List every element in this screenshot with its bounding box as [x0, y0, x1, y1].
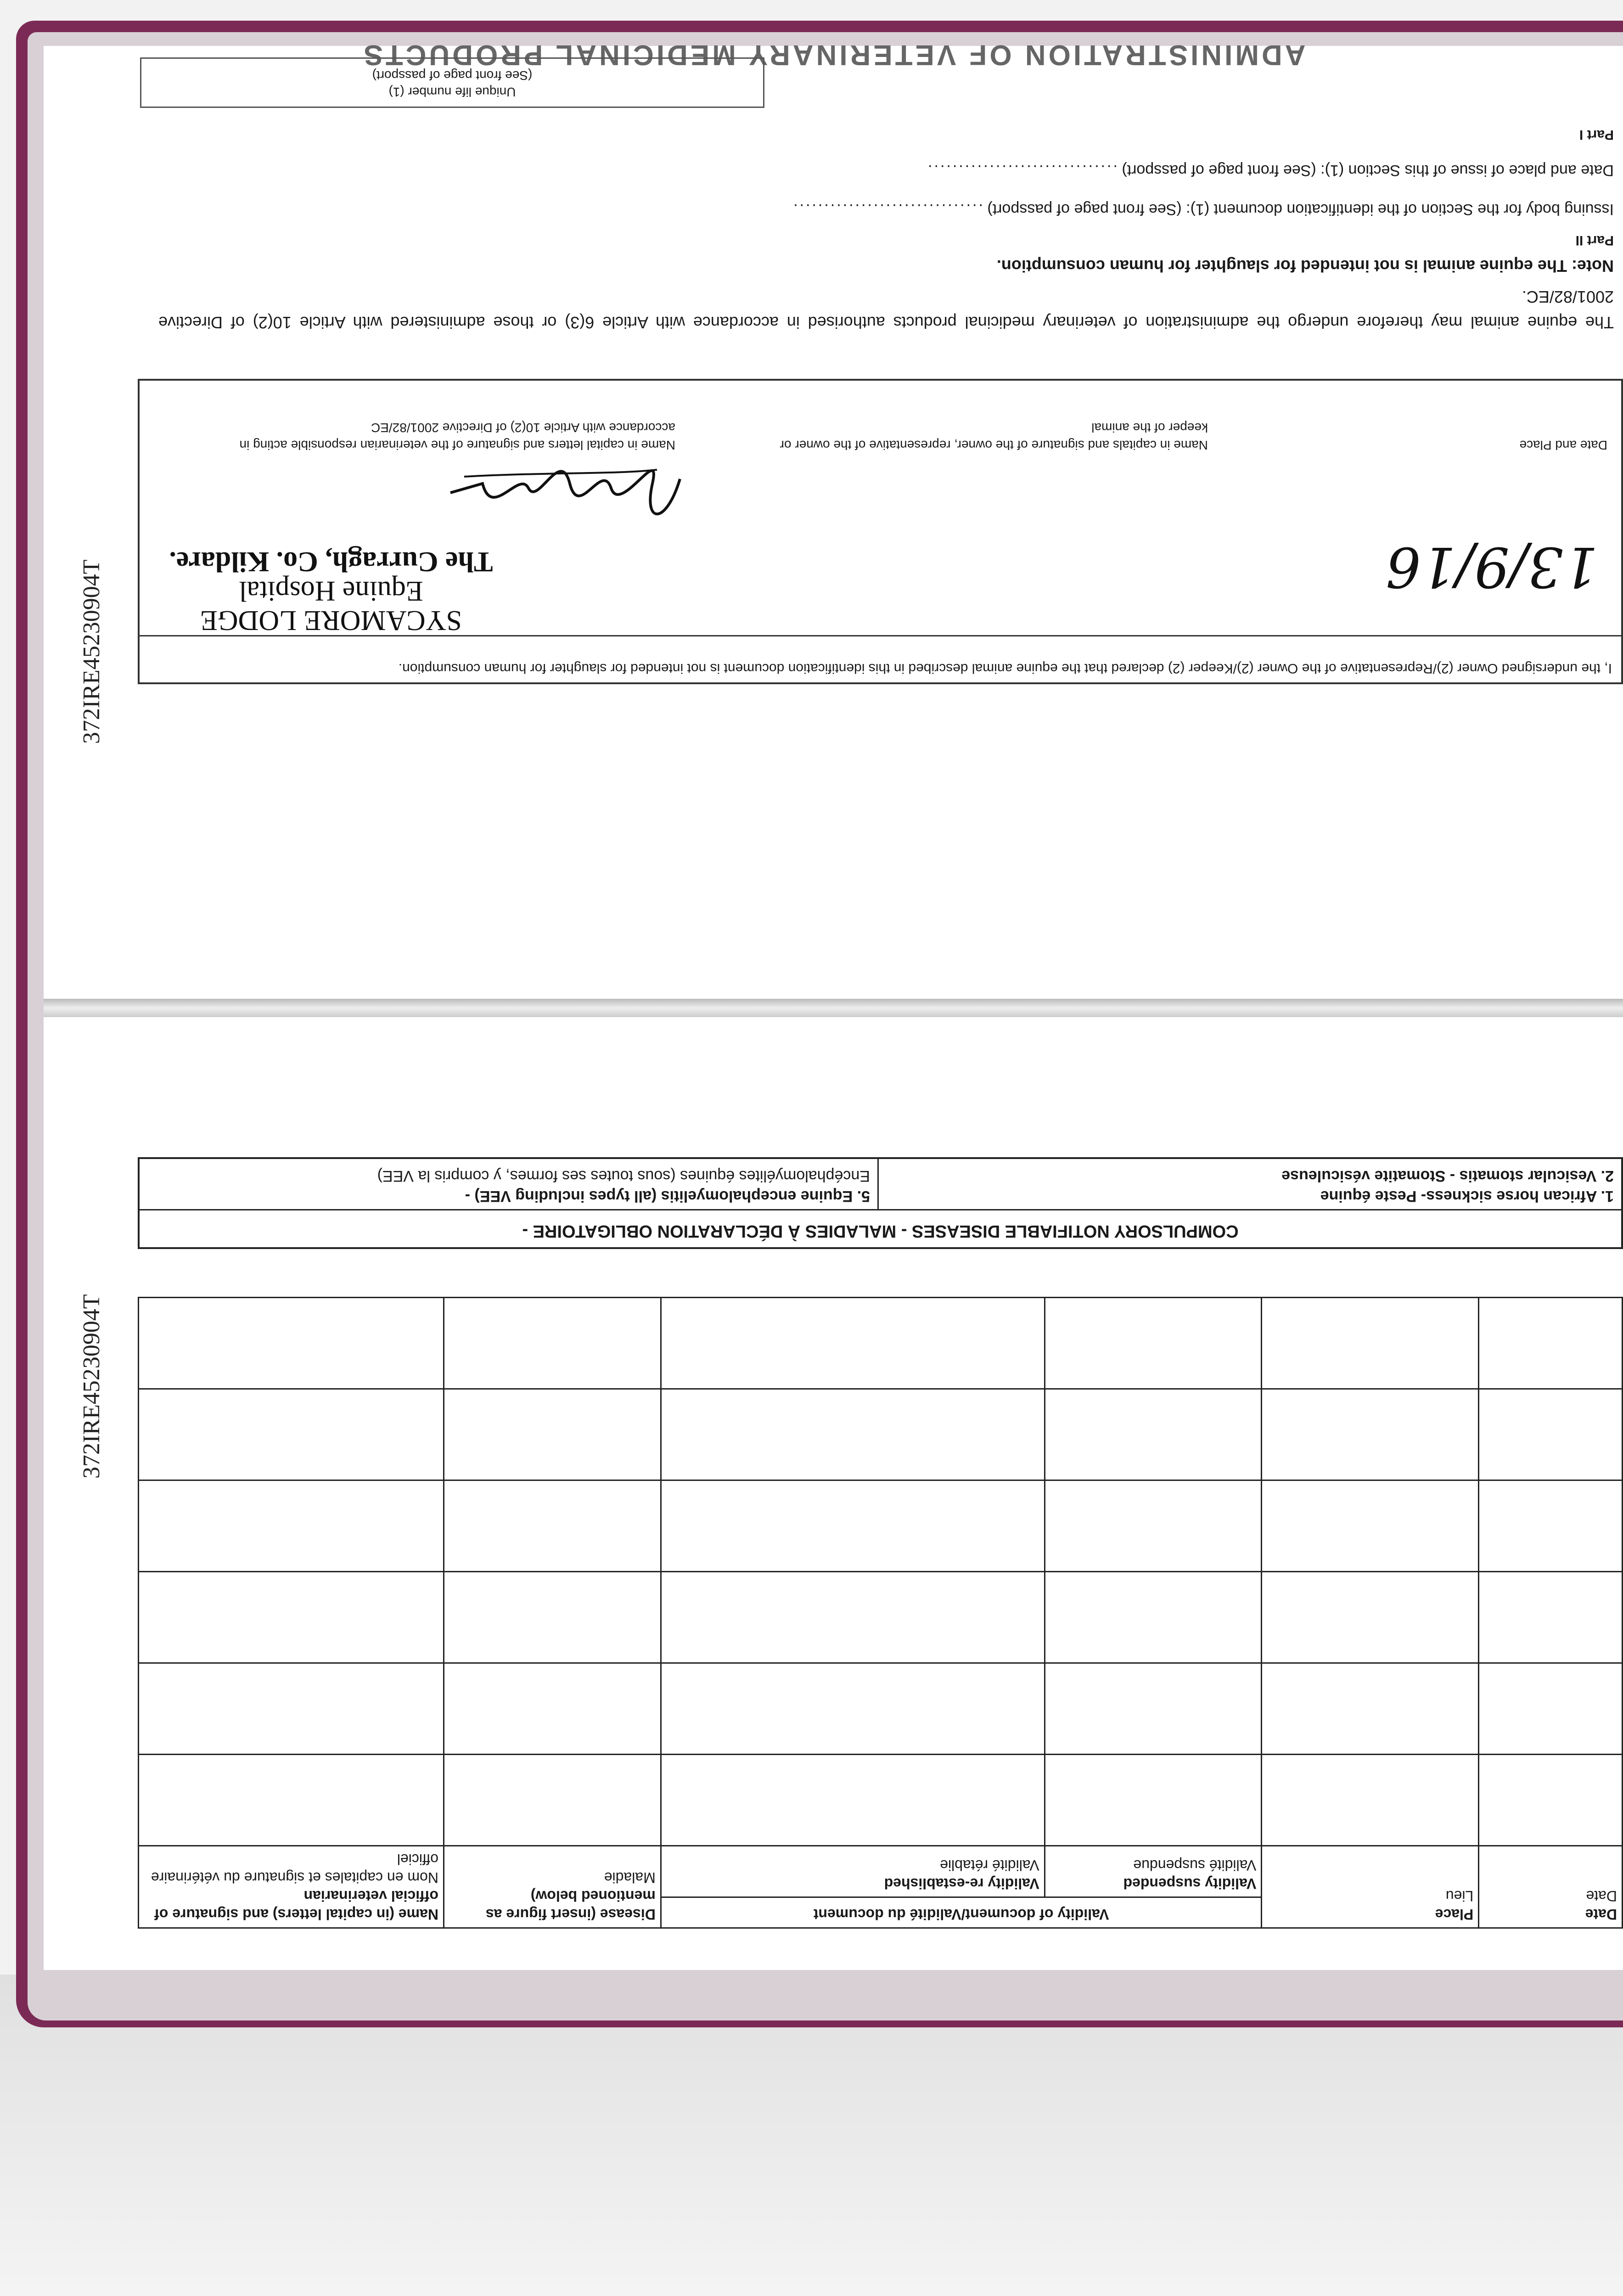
header-reestablished: Validity re-established Validité rétablie	[661, 1846, 1045, 1897]
header-validity-group: Validity of document/Validité du document	[661, 1897, 1262, 1928]
header-suspended: Validity suspended Validité suspendue	[1045, 1846, 1262, 1897]
serial-number-lower: 372IRE45230904T	[79, 1294, 105, 1479]
part1-line2	[792, 200, 1614, 218]
declaration-box	[138, 379, 1623, 684]
part2-label: Part II	[1575, 233, 1614, 248]
unique-life-number-see-front: (See front page of passport)	[372, 68, 533, 83]
caption-date-place: Date and Place	[1519, 438, 1607, 452]
part1-line2-dots: ...............................	[792, 201, 983, 218]
stamp-line2: Equine Hospital	[239, 575, 423, 607]
validity-header-row	[139, 1897, 1623, 1928]
note-label: Note:	[1572, 257, 1614, 276]
part1-line1	[926, 161, 1614, 179]
handwritten-date: 13/9/16	[1386, 535, 1598, 598]
caption-owner: Name in capitals and signature of the owner, representative of the owner or keeper of the animal	[780, 421, 1208, 452]
disease-item-5: 5. Equine encephalomyelitis (all types including VEE) -	[465, 1187, 870, 1205]
part1-line1-dots: ...............................	[926, 162, 1118, 179]
lower-page-content	[44, 1010, 1623, 1970]
section-title: ADMINISTRATION OF VETERINARY MEDICINAL PRODUCTS	[361, 39, 1306, 71]
diseases-left	[877, 1158, 1621, 1209]
diseases-right	[140, 1158, 877, 1209]
disease-item-5-fr: Encéphalomyélites équines (sous toutes ses formes, y compris la VEE)	[377, 1167, 870, 1185]
diseases-row	[140, 1158, 1621, 1210]
table-row	[139, 1480, 1623, 1572]
vet-signature-image	[446, 461, 685, 534]
part1-line2-text: Issuing body for the Section of the identification document (1): (See front page of passport)	[987, 201, 1614, 218]
table-row	[139, 1572, 1623, 1663]
paragraph: The equine animal may therefore undergo the administration of veterinary medicinal products authorised in accordance with Article 6(3) or those administered with Article 10(2) of Directive 2001/82/EC.	[158, 287, 1614, 332]
note	[997, 256, 1614, 276]
vet-stamp	[143, 547, 519, 635]
table-row	[139, 1298, 1623, 1389]
serial-number-upper: 372IRE45230904T	[79, 559, 105, 744]
unique-life-number-label: Unique life number (1)	[388, 85, 516, 99]
notifiable-diseases-box	[138, 1157, 1623, 1249]
table-row	[139, 1663, 1623, 1755]
upper-page-content	[44, 39, 1623, 1006]
header-disease: Disease (insert figure as mentioned below) Maladie	[444, 1846, 661, 1928]
stamp-line1: SYCAMORE LODGE	[200, 605, 462, 636]
validity-table	[138, 1297, 1623, 1929]
unique-life-number-box	[140, 57, 764, 108]
header-official-vet: Name (in capital letters) and signature of official veterinarian Nom en capitales et signature du vétérinaire officiel	[139, 1846, 444, 1928]
declaration-signature-area	[140, 376, 1621, 636]
declaration-text: I, the undersigned Owner (2)/Representative of the Owner (2)/Keeper (2) declared that the equine animal described in this identification document is not intended for slaughter for human consumption.	[398, 661, 1612, 676]
diseases-title: COMPULSORY NOTIFIABLE DISEASES - MALADIES À DÉCLARATION OBLIGATOIRE -	[522, 1221, 1239, 1241]
disease-item-2: 2. Vesicular stomatis - Stomatite vésiculeuse	[1281, 1167, 1614, 1185]
header-place: Place Lieu	[1262, 1846, 1479, 1928]
stamp-line3: The Curragh, Co. Kildare.	[169, 546, 493, 577]
table-row	[139, 1389, 1623, 1480]
note-text: The equine animal is not intended for slaughter for human consumption.	[996, 257, 1567, 276]
disease-item-1: 1. African horse sickness- Peste équine	[1320, 1187, 1614, 1205]
caption-vet: Name in capital letters and signature of the veterinarian responsible acting in accordance with Article 10(2) of Directive 2001/82/EC	[239, 421, 675, 452]
part1-label: Part I	[1579, 127, 1614, 142]
part1-line1-text: Date and place of issue of this Section (1): (See front page of passport)	[1122, 162, 1614, 179]
header-date: Date Date	[1479, 1846, 1623, 1928]
table-row	[139, 1755, 1623, 1846]
